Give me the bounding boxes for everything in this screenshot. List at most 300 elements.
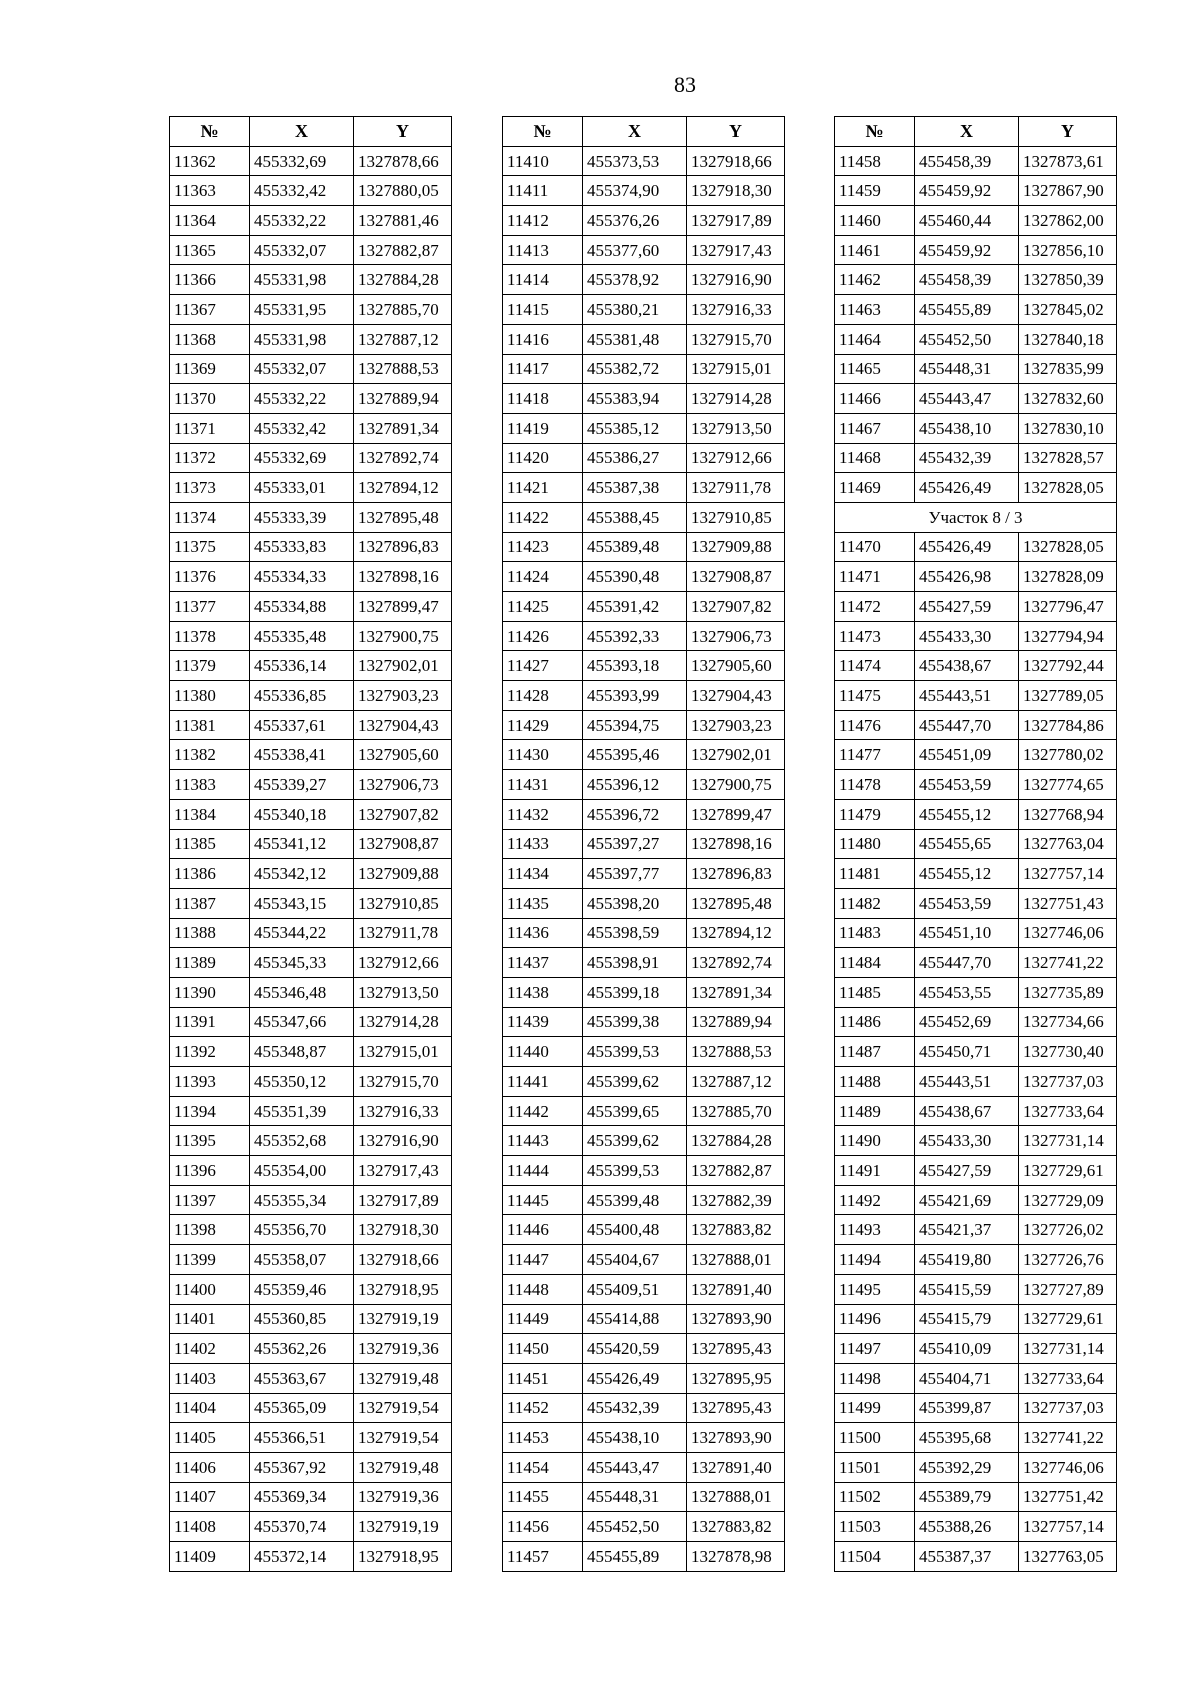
table-row (170, 770, 452, 800)
point-number-cell: 11387 (170, 888, 250, 918)
y-coordinate-cell: 1327835,99 (1019, 354, 1117, 384)
point-number-cell: 11427 (503, 651, 583, 681)
point-number-cell: 11375 (170, 532, 250, 562)
point-number-cell: 11394 (170, 1096, 250, 1126)
x-coordinate-cell: 455332,07 (250, 235, 354, 265)
table-row (503, 681, 785, 711)
y-coordinate-cell: 1327903,23 (687, 710, 785, 740)
point-number-cell: 11363 (170, 176, 250, 206)
x-coordinate-cell: 455336,85 (250, 681, 354, 711)
x-coordinate-cell: 455362,26 (250, 1334, 354, 1364)
table-row (503, 176, 785, 206)
y-coordinate-cell: 1327757,14 (1019, 859, 1117, 889)
x-coordinate-cell: 455390,48 (583, 562, 687, 592)
table-row (170, 473, 452, 503)
y-coordinate-cell: 1327915,01 (354, 1037, 452, 1067)
point-number-cell: 11376 (170, 562, 250, 592)
point-number-cell: 11493 (835, 1215, 915, 1245)
y-coordinate-cell: 1327894,12 (354, 473, 452, 503)
point-number-cell: 11396 (170, 1156, 250, 1186)
y-coordinate-cell: 1327913,50 (354, 977, 452, 1007)
x-coordinate-cell: 455415,59 (915, 1274, 1019, 1304)
point-number-cell: 11369 (170, 354, 250, 384)
y-coordinate-cell: 1327878,98 (687, 1542, 785, 1572)
x-coordinate-cell: 455427,59 (915, 592, 1019, 622)
y-coordinate-cell: 1327768,94 (1019, 799, 1117, 829)
x-coordinate-cell: 455426,49 (583, 1363, 687, 1393)
point-number-cell: 11459 (835, 176, 915, 206)
x-coordinate-cell: 455443,51 (915, 681, 1019, 711)
point-number-cell: 11424 (503, 562, 583, 592)
x-coordinate-cell: 455460,44 (915, 206, 1019, 236)
y-coordinate-cell: 1327889,94 (687, 1007, 785, 1037)
point-number-cell: 11401 (170, 1304, 250, 1334)
point-number-cell: 11487 (835, 1037, 915, 1067)
y-coordinate-cell: 1327830,10 (1019, 413, 1117, 443)
table-row (170, 1126, 452, 1156)
x-coordinate-cell: 455373,53 (583, 146, 687, 176)
table-row (170, 1512, 452, 1542)
x-coordinate-cell: 455365,09 (250, 1393, 354, 1423)
table-row (835, 384, 1117, 414)
point-number-cell: 11413 (503, 235, 583, 265)
x-coordinate-cell: 455398,59 (583, 918, 687, 948)
x-coordinate-cell: 455338,41 (250, 740, 354, 770)
point-number-cell: 11414 (503, 265, 583, 295)
x-coordinate-cell: 455448,31 (583, 1482, 687, 1512)
table-row (503, 977, 785, 1007)
table-row (503, 532, 785, 562)
y-coordinate-cell: 1327737,03 (1019, 1393, 1117, 1423)
point-number-cell: 11484 (835, 948, 915, 978)
table-row (835, 651, 1117, 681)
point-number-cell: 11480 (835, 829, 915, 859)
x-coordinate-cell: 455397,77 (583, 859, 687, 889)
x-coordinate-cell: 455385,12 (583, 413, 687, 443)
x-coordinate-cell: 455459,92 (915, 235, 1019, 265)
point-number-cell: 11466 (835, 384, 915, 414)
point-number-cell: 11455 (503, 1482, 583, 1512)
point-number-cell: 11400 (170, 1274, 250, 1304)
y-coordinate-cell: 1327914,28 (687, 384, 785, 414)
table-row (170, 948, 452, 978)
x-coordinate-cell: 455410,09 (915, 1334, 1019, 1364)
table-row (170, 710, 452, 740)
point-number-cell: 11362 (170, 146, 250, 176)
x-coordinate-cell: 455400,48 (583, 1215, 687, 1245)
point-number-cell: 11366 (170, 265, 250, 295)
table-row (170, 1007, 452, 1037)
table-row (170, 206, 452, 236)
table-header-row (835, 117, 1117, 147)
y-coordinate-cell: 1327873,61 (1019, 146, 1117, 176)
table-row (835, 1215, 1117, 1245)
x-coordinate-cell: 455388,45 (583, 502, 687, 532)
point-number-cell: 11410 (503, 146, 583, 176)
table-row (503, 443, 785, 473)
x-coordinate-cell: 455458,39 (915, 265, 1019, 295)
x-coordinate-cell: 455399,53 (583, 1037, 687, 1067)
table-row (170, 502, 452, 532)
header-number: № (835, 117, 915, 147)
point-number-cell: 11496 (835, 1304, 915, 1334)
point-number-cell: 11368 (170, 324, 250, 354)
y-coordinate-cell: 1327884,28 (687, 1126, 785, 1156)
x-coordinate-cell: 455342,12 (250, 859, 354, 889)
point-number-cell: 11495 (835, 1274, 915, 1304)
table-row (503, 710, 785, 740)
table-row (835, 1334, 1117, 1364)
table-row (835, 1037, 1117, 1067)
x-coordinate-cell: 455343,15 (250, 888, 354, 918)
x-coordinate-cell: 455387,38 (583, 473, 687, 503)
y-coordinate-cell: 1327903,23 (354, 681, 452, 711)
x-coordinate-cell: 455350,12 (250, 1067, 354, 1097)
y-coordinate-cell: 1327763,05 (1019, 1542, 1117, 1572)
table-row (170, 918, 452, 948)
coordinate-table-3 (834, 116, 1117, 1572)
x-coordinate-cell: 455381,48 (583, 324, 687, 354)
table-row (503, 1542, 785, 1572)
point-number-cell: 11492 (835, 1185, 915, 1215)
header-x: X (915, 117, 1019, 147)
table-row (170, 1067, 452, 1097)
table-row (170, 1304, 452, 1334)
y-coordinate-cell: 1327916,90 (354, 1126, 452, 1156)
x-coordinate-cell: 455332,42 (250, 176, 354, 206)
y-coordinate-cell: 1327880,05 (354, 176, 452, 206)
table-row (170, 413, 452, 443)
x-coordinate-cell: 455333,39 (250, 502, 354, 532)
point-number-cell: 11411 (503, 176, 583, 206)
y-coordinate-cell: 1327891,34 (354, 413, 452, 443)
y-coordinate-cell: 1327885,70 (687, 1096, 785, 1126)
table-row (835, 1096, 1117, 1126)
y-coordinate-cell: 1327884,28 (354, 265, 452, 295)
point-number-cell: 11428 (503, 681, 583, 711)
x-coordinate-cell: 455336,14 (250, 651, 354, 681)
point-number-cell: 11378 (170, 621, 250, 651)
x-coordinate-cell: 455447,70 (915, 948, 1019, 978)
point-number-cell: 11447 (503, 1245, 583, 1275)
y-coordinate-cell: 1327887,12 (687, 1067, 785, 1097)
point-number-cell: 11501 (835, 1452, 915, 1482)
y-coordinate-cell: 1327746,06 (1019, 1452, 1117, 1482)
table-row (835, 948, 1117, 978)
y-coordinate-cell: 1327917,43 (354, 1156, 452, 1186)
table-row (170, 354, 452, 384)
point-number-cell: 11504 (835, 1542, 915, 1572)
y-coordinate-cell: 1327726,02 (1019, 1215, 1117, 1245)
x-coordinate-cell: 455438,10 (915, 413, 1019, 443)
y-coordinate-cell: 1327780,02 (1019, 740, 1117, 770)
point-number-cell: 11444 (503, 1156, 583, 1186)
point-number-cell: 11441 (503, 1067, 583, 1097)
table-row (835, 829, 1117, 859)
point-number-cell: 11385 (170, 829, 250, 859)
x-coordinate-cell: 455427,59 (915, 1156, 1019, 1186)
x-coordinate-cell: 455455,65 (915, 829, 1019, 859)
x-coordinate-cell: 455348,87 (250, 1037, 354, 1067)
x-coordinate-cell: 455443,51 (915, 1067, 1019, 1097)
point-number-cell: 11389 (170, 948, 250, 978)
x-coordinate-cell: 455453,59 (915, 770, 1019, 800)
point-number-cell: 11395 (170, 1126, 250, 1156)
point-number-cell: 11475 (835, 681, 915, 711)
table-row (170, 859, 452, 889)
y-coordinate-cell: 1327729,61 (1019, 1156, 1117, 1186)
x-coordinate-cell: 455332,69 (250, 443, 354, 473)
x-coordinate-cell: 455386,27 (583, 443, 687, 473)
y-coordinate-cell: 1327902,01 (354, 651, 452, 681)
y-coordinate-cell: 1327898,16 (354, 562, 452, 592)
table-header-row (170, 117, 452, 147)
table-row (170, 621, 452, 651)
x-coordinate-cell: 455334,88 (250, 592, 354, 622)
point-number-cell: 11468 (835, 443, 915, 473)
y-coordinate-cell: 1327735,89 (1019, 977, 1117, 1007)
x-coordinate-cell: 455415,79 (915, 1304, 1019, 1334)
y-coordinate-cell: 1327856,10 (1019, 235, 1117, 265)
point-number-cell: 11397 (170, 1185, 250, 1215)
table-row (835, 532, 1117, 562)
table-row (170, 977, 452, 1007)
point-number-cell: 11488 (835, 1067, 915, 1097)
point-number-cell: 11423 (503, 532, 583, 562)
x-coordinate-cell: 455332,22 (250, 384, 354, 414)
point-number-cell: 11443 (503, 1126, 583, 1156)
y-coordinate-cell: 1327862,00 (1019, 206, 1117, 236)
y-coordinate-cell: 1327900,75 (687, 770, 785, 800)
y-coordinate-cell: 1327845,02 (1019, 295, 1117, 325)
point-number-cell: 11429 (503, 710, 583, 740)
section-label: Участок 8 / 3 (835, 502, 1117, 532)
point-number-cell: 11365 (170, 235, 250, 265)
point-number-cell: 11481 (835, 859, 915, 889)
table-row (835, 354, 1117, 384)
table-row (170, 235, 452, 265)
x-coordinate-cell: 455452,50 (583, 1512, 687, 1542)
x-coordinate-cell: 455421,37 (915, 1215, 1019, 1245)
y-coordinate-cell: 1327911,78 (354, 918, 452, 948)
y-coordinate-cell: 1327906,73 (687, 621, 785, 651)
point-number-cell: 11418 (503, 384, 583, 414)
point-number-cell: 11460 (835, 206, 915, 236)
point-number-cell: 11464 (835, 324, 915, 354)
table-row (503, 473, 785, 503)
x-coordinate-cell: 455419,80 (915, 1245, 1019, 1275)
x-coordinate-cell: 455399,53 (583, 1156, 687, 1186)
table-row (503, 384, 785, 414)
point-number-cell: 11425 (503, 592, 583, 622)
table-row (170, 443, 452, 473)
x-coordinate-cell: 455399,87 (915, 1393, 1019, 1423)
point-number-cell: 11422 (503, 502, 583, 532)
x-coordinate-cell: 455404,67 (583, 1245, 687, 1275)
table-row (835, 740, 1117, 770)
y-coordinate-cell: 1327741,22 (1019, 948, 1117, 978)
x-coordinate-cell: 455369,34 (250, 1482, 354, 1512)
point-number-cell: 11483 (835, 918, 915, 948)
x-coordinate-cell: 455359,46 (250, 1274, 354, 1304)
x-coordinate-cell: 455391,42 (583, 592, 687, 622)
point-number-cell: 11439 (503, 1007, 583, 1037)
x-coordinate-cell: 455372,14 (250, 1542, 354, 1572)
table-row (170, 532, 452, 562)
y-coordinate-cell: 1327746,06 (1019, 918, 1117, 948)
y-coordinate-cell: 1327891,40 (687, 1452, 785, 1482)
y-coordinate-cell: 1327906,73 (354, 770, 452, 800)
point-number-cell: 11440 (503, 1037, 583, 1067)
x-coordinate-cell: 455453,55 (915, 977, 1019, 1007)
point-number-cell: 11408 (170, 1512, 250, 1542)
x-coordinate-cell: 455337,61 (250, 710, 354, 740)
y-coordinate-cell: 1327904,43 (687, 681, 785, 711)
x-coordinate-cell: 455394,75 (583, 710, 687, 740)
x-coordinate-cell: 455393,99 (583, 681, 687, 711)
y-coordinate-cell: 1327729,09 (1019, 1185, 1117, 1215)
table-row (503, 1096, 785, 1126)
y-coordinate-cell: 1327867,90 (1019, 176, 1117, 206)
point-number-cell: 11421 (503, 473, 583, 503)
table-row (503, 1156, 785, 1186)
point-number-cell: 11370 (170, 384, 250, 414)
table-row (503, 1363, 785, 1393)
x-coordinate-cell: 455450,71 (915, 1037, 1019, 1067)
table-row (503, 1126, 785, 1156)
y-coordinate-cell: 1327918,95 (354, 1542, 452, 1572)
y-coordinate-cell: 1327917,89 (354, 1185, 452, 1215)
point-number-cell: 11476 (835, 710, 915, 740)
y-coordinate-cell: 1327896,83 (687, 859, 785, 889)
y-coordinate-cell: 1327896,83 (354, 532, 452, 562)
y-coordinate-cell: 1327891,40 (687, 1274, 785, 1304)
point-number-cell: 11372 (170, 443, 250, 473)
y-coordinate-cell: 1327895,48 (354, 502, 452, 532)
point-number-cell: 11380 (170, 681, 250, 711)
table-row (503, 206, 785, 236)
table-row (503, 562, 785, 592)
y-coordinate-cell: 1327883,82 (687, 1215, 785, 1245)
x-coordinate-cell: 455458,39 (915, 146, 1019, 176)
y-coordinate-cell: 1327899,47 (354, 592, 452, 622)
point-number-cell: 11489 (835, 1096, 915, 1126)
table-row (170, 1096, 452, 1126)
y-coordinate-cell: 1327888,53 (687, 1037, 785, 1067)
x-coordinate-cell: 455432,39 (915, 443, 1019, 473)
x-coordinate-cell: 455421,69 (915, 1185, 1019, 1215)
x-coordinate-cell: 455414,88 (583, 1304, 687, 1334)
point-number-cell: 11497 (835, 1334, 915, 1364)
table-row (503, 799, 785, 829)
point-number-cell: 11419 (503, 413, 583, 443)
x-coordinate-cell: 455455,89 (583, 1542, 687, 1572)
x-coordinate-cell: 455332,42 (250, 413, 354, 443)
y-coordinate-cell: 1327734,66 (1019, 1007, 1117, 1037)
point-number-cell: 11499 (835, 1393, 915, 1423)
x-coordinate-cell: 455341,12 (250, 829, 354, 859)
y-coordinate-cell: 1327919,48 (354, 1363, 452, 1393)
x-coordinate-cell: 455399,62 (583, 1067, 687, 1097)
table-row (170, 829, 452, 859)
table-row (170, 562, 452, 592)
y-coordinate-cell: 1327895,43 (687, 1334, 785, 1364)
y-coordinate-cell: 1327741,22 (1019, 1423, 1117, 1453)
y-coordinate-cell: 1327918,95 (354, 1274, 452, 1304)
y-coordinate-cell: 1327731,14 (1019, 1126, 1117, 1156)
point-number-cell: 11478 (835, 770, 915, 800)
point-number-cell: 11437 (503, 948, 583, 978)
y-coordinate-cell: 1327918,66 (354, 1245, 452, 1275)
y-coordinate-cell: 1327763,04 (1019, 829, 1117, 859)
point-number-cell: 11377 (170, 592, 250, 622)
x-coordinate-cell: 455452,50 (915, 324, 1019, 354)
table-row (503, 1452, 785, 1482)
point-number-cell: 11469 (835, 473, 915, 503)
y-coordinate-cell: 1327899,47 (687, 799, 785, 829)
point-number-cell: 11364 (170, 206, 250, 236)
x-coordinate-cell: 455433,30 (915, 1126, 1019, 1156)
table-row (503, 1423, 785, 1453)
y-coordinate-cell: 1327895,48 (687, 888, 785, 918)
x-coordinate-cell: 455393,18 (583, 651, 687, 681)
point-number-cell: 11373 (170, 473, 250, 503)
point-number-cell: 11430 (503, 740, 583, 770)
table-row (835, 710, 1117, 740)
y-coordinate-cell: 1327898,16 (687, 829, 785, 859)
y-coordinate-cell: 1327882,39 (687, 1185, 785, 1215)
point-number-cell: 11388 (170, 918, 250, 948)
table-row (170, 1037, 452, 1067)
point-number-cell: 11445 (503, 1185, 583, 1215)
table-row (503, 651, 785, 681)
x-coordinate-cell: 455355,34 (250, 1185, 354, 1215)
table-row (170, 1334, 452, 1364)
point-number-cell: 11453 (503, 1423, 583, 1453)
point-number-cell: 11403 (170, 1363, 250, 1393)
point-number-cell: 11451 (503, 1363, 583, 1393)
header-x: X (583, 117, 687, 147)
y-coordinate-cell: 1327794,94 (1019, 621, 1117, 651)
point-number-cell: 11390 (170, 977, 250, 1007)
x-coordinate-cell: 455351,39 (250, 1096, 354, 1126)
x-coordinate-cell: 455388,26 (915, 1512, 1019, 1542)
x-coordinate-cell: 455404,71 (915, 1363, 1019, 1393)
y-coordinate-cell: 1327751,42 (1019, 1482, 1117, 1512)
point-number-cell: 11382 (170, 740, 250, 770)
x-coordinate-cell: 455447,70 (915, 710, 1019, 740)
point-number-cell: 11434 (503, 859, 583, 889)
point-number-cell: 11431 (503, 770, 583, 800)
x-coordinate-cell: 455399,62 (583, 1126, 687, 1156)
x-coordinate-cell: 455438,67 (915, 651, 1019, 681)
x-coordinate-cell: 455347,66 (250, 1007, 354, 1037)
y-coordinate-cell: 1327727,89 (1019, 1274, 1117, 1304)
y-coordinate-cell: 1327911,78 (687, 473, 785, 503)
table-row (835, 621, 1117, 651)
header-number: № (503, 117, 583, 147)
y-coordinate-cell: 1327919,19 (354, 1304, 452, 1334)
y-coordinate-cell: 1327910,85 (354, 888, 452, 918)
y-coordinate-cell: 1327907,82 (354, 799, 452, 829)
x-coordinate-cell: 455420,59 (583, 1334, 687, 1364)
point-number-cell: 11442 (503, 1096, 583, 1126)
table-row (835, 1156, 1117, 1186)
point-number-cell: 11420 (503, 443, 583, 473)
y-coordinate-cell: 1327910,85 (687, 502, 785, 532)
table-row (503, 1482, 785, 1512)
table-row (835, 1245, 1117, 1275)
